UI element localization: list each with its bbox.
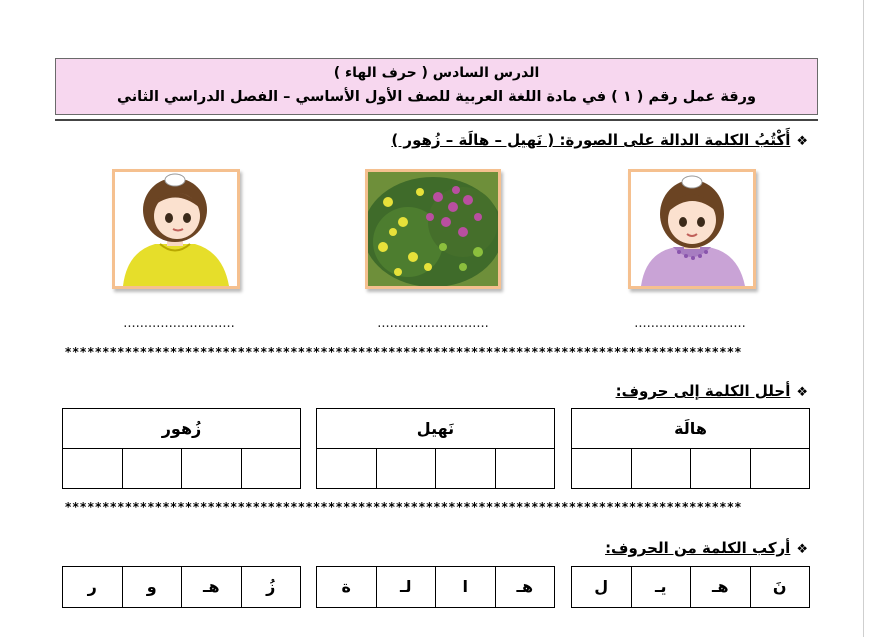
letter-cell: يـ <box>631 567 691 607</box>
letter-cell: هـ <box>495 567 555 607</box>
letter-cell: لـ <box>376 567 436 607</box>
compose-group-1 <box>571 566 810 608</box>
picture-flowers <box>365 169 501 289</box>
analyze-word: زُهور <box>63 409 300 449</box>
analyze-table-2 <box>316 408 555 489</box>
question-3 <box>605 539 808 557</box>
letter-box[interactable] <box>631 449 691 489</box>
page-edge-line <box>863 0 864 637</box>
separator-stars-1: ****************************************************************************************** <box>65 346 743 358</box>
answer-blank-2[interactable]: ........................... <box>377 316 489 331</box>
letter-box[interactable] <box>63 449 122 489</box>
separator-stars-2: ****************************************************************************************** <box>65 501 743 513</box>
answer-blank-3[interactable]: ........................... <box>123 316 235 331</box>
diamond-bullet-icon: ❖ <box>796 134 808 149</box>
girl-yellow-shirt-image <box>115 172 237 286</box>
diamond-bullet-icon: ❖ <box>796 385 808 400</box>
letter-box[interactable] <box>435 449 495 489</box>
analyze-table-1 <box>571 408 810 489</box>
analyze-word: هالَة <box>572 409 809 449</box>
analyze-table-3 <box>62 408 301 489</box>
letter-box[interactable] <box>750 449 810 489</box>
compose-group-3 <box>62 566 301 608</box>
letter-box[interactable] <box>495 449 555 489</box>
letter-box[interactable] <box>122 449 182 489</box>
letter-box[interactable] <box>241 449 301 489</box>
analyze-word: نَهيل <box>317 409 554 449</box>
letter-box[interactable] <box>376 449 436 489</box>
letter-box[interactable] <box>690 449 750 489</box>
diamond-bullet-icon: ❖ <box>796 542 808 557</box>
flowers-bush-image <box>368 172 498 286</box>
picture-girl-yellow <box>112 169 240 289</box>
worksheet-header <box>55 58 818 115</box>
question-1 <box>391 131 808 149</box>
letter-cell: ر <box>87 577 97 596</box>
letter-box[interactable] <box>572 449 631 489</box>
letter-cell: ة <box>341 577 351 596</box>
letter-cell: ا <box>435 567 495 607</box>
girl-purple-dress-image <box>631 172 753 286</box>
letter-cell: زُ <box>241 567 301 607</box>
letter-box[interactable] <box>181 449 241 489</box>
worksheet-subtitle: ورقة عمل رقم ( ١ ) في مادة اللغة العربية للصف الأول الأساسي – الفصل الدراسي الثاني <box>117 89 756 105</box>
compose-group-2 <box>316 566 555 608</box>
picture-girl-purple <box>628 169 756 289</box>
letter-cell: هـ <box>690 567 750 607</box>
lesson-title: الدرس السادس ( حرف الهاء ) <box>333 65 540 81</box>
question-2 <box>616 382 808 400</box>
answer-blank-1[interactable]: ........................... <box>634 316 746 331</box>
letter-box[interactable] <box>317 449 376 489</box>
letter-cell: نَ <box>750 567 810 607</box>
letter-cell: هـ <box>181 567 241 607</box>
header-divider <box>55 119 818 121</box>
question-1-text: أَكْتُبُ الكلمة الدالة على الصورة: ( نَهيل – هالَة – زُهور ) <box>391 131 791 149</box>
question-3-text: أركب الكلمة من الحروف: <box>605 539 791 557</box>
letter-cell: و <box>122 567 182 607</box>
question-2-text: أحلل الكلمة إلى حروف: <box>615 382 791 400</box>
letter-cell: ل <box>594 577 609 596</box>
